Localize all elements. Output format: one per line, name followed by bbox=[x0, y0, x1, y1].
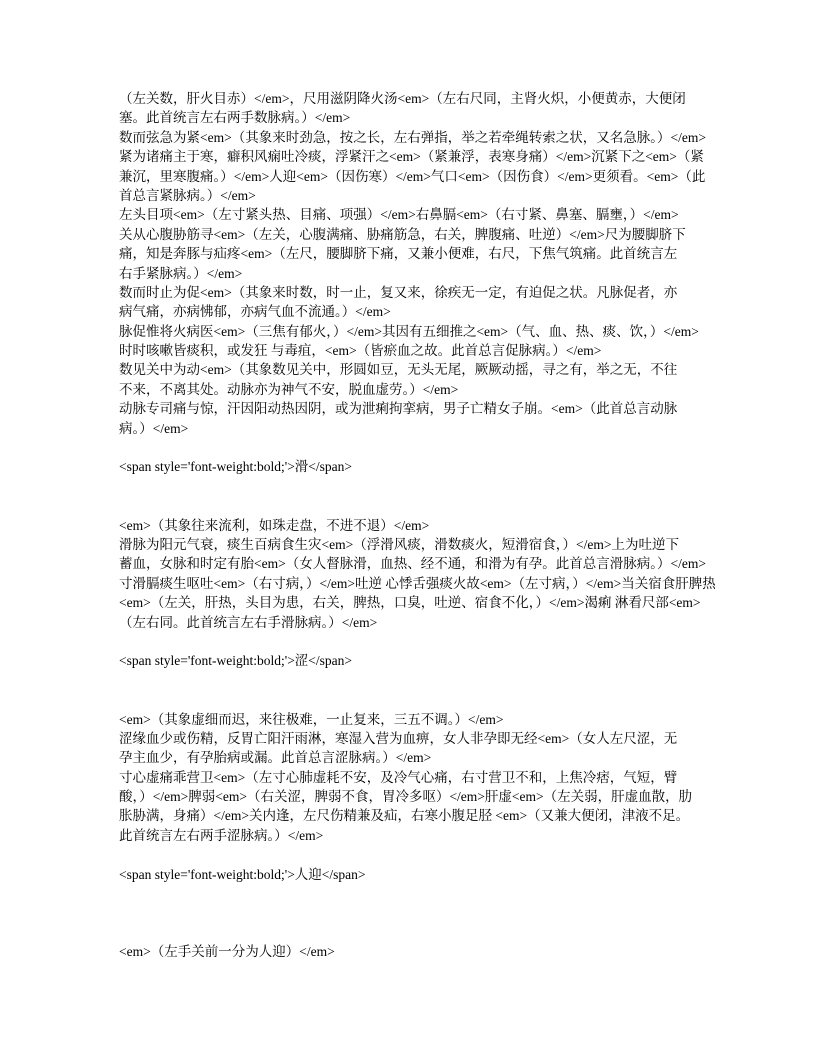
text-line: 紧为诸痛主于寒，癖积风痫吐冷痰，浮紧汗之<em>（紧兼浮，表寒身痛）</em>沉紧下之<em>（紧 bbox=[119, 149, 704, 165]
text-line: <em>（其象虚细而迟，来往极难，一止复来，三五不调。）</em> bbox=[119, 711, 504, 727]
text-line: 时时咳嗽皆痰积，或发狂 与毒疽，<em>（皆瘀血之故。此首总言促脉病。）</em> bbox=[119, 343, 602, 359]
text-line: 数而弦急为紧<em>（其象来时劲急，按之长，左右弹指，举之若牵绳转索之状，又名急脉。）</em> bbox=[119, 129, 706, 145]
text-line: 酸，）</em>脾弱<em>（右关涩，脾弱不食，胃冷多呕）</em>肝虚<em>（左关弱，肝虚血散，肋 bbox=[119, 789, 693, 805]
text-line: 滑脉为阳元气衰，痰生百病食生灾<em>（浮滑风痰，滑数痰火，短滑宿食，）</em>上为吐逆下 bbox=[119, 536, 679, 552]
text-line: <em>（左手关前一分为人迎）</em> bbox=[119, 944, 335, 960]
blank-line bbox=[119, 903, 705, 922]
text-line: 兼沉，里寒腹痛。）</em>人迎<em>（因伤寒）</em>气口<em>（因伤食）</em>更须看。<em>（此 bbox=[119, 168, 706, 184]
blank-line bbox=[119, 438, 705, 457]
text-line: <em>（左关，肝热，头目为患，右关，脾热，口臭，吐逆、宿食不化，）</em>渴痢 淋看尺部<em> bbox=[119, 595, 701, 611]
blank-line bbox=[119, 632, 705, 651]
text-line: <span style='font-weight:bold;'>滑</span> bbox=[119, 459, 353, 475]
text-line: 动脉专司痛与惊，汗因阳动热因阴，或为泄痢拘挛病，男子亡精女子崩。<em>（此首总言动脉 bbox=[119, 401, 678, 417]
text-line: 左头目项<em>（左寸紧头热、目痛、项强）</em>右鼻膈<em>（右寸紧、鼻塞、膈壅，）</em> bbox=[119, 207, 679, 223]
text-line: 痛，知是奔豚与疝疼<em>（左尺，腰脚脐下痛，又兼小便难，右尺，下焦气筑痛。此首统言左 bbox=[119, 246, 678, 262]
text-line: 不来，不离其处。动脉亦为神气不安，脱血虚劳。）</em> bbox=[119, 381, 459, 397]
text-line: 寸心虚痛乖营卫<em>（左寸心肺虚耗不安，及冷气心痛，右寸营卫不和，上焦冷痞，气短，臂 bbox=[119, 769, 678, 785]
text-line: 胀胁满，身痛）</em>关内逢，左尺伤精兼及疝，右寒小腹足胫 <em>（又兼大便闭，津液不足。 bbox=[119, 808, 690, 824]
text-line: <span style='font-weight:bold;'>人迎</span> bbox=[119, 866, 366, 882]
text-line: 脉促惟将火病医<em>（三焦有郁火，）</em>其因有五细推之<em>（气、血、热、痰、饮，）</em> bbox=[119, 323, 699, 339]
text-line: 右手紧脉病。）</em> bbox=[119, 265, 243, 281]
text-line: 此首统言左右两手涩脉病。）</em> bbox=[119, 827, 324, 843]
text-line: 数见关中为动<em>（其象数见关中，形圆如豆，无头无尾，厥厥动摇，寻之有，举之无，不往 bbox=[119, 362, 678, 378]
text-line: 涩缘血少或伤精，反胃亡阳汗雨淋，寒湿入营为血痹，女人非孕即无经<em>（女人左尺涩，无 bbox=[119, 730, 678, 746]
blank-line bbox=[119, 884, 705, 903]
text-line: 数而时止为促<em>（其象来时数，时一止，复又来，徐疾无一定，有迫促之状。凡脉促者，亦 bbox=[119, 284, 678, 300]
text-line: 塞。此首统言左右两手数脉病。）</em> bbox=[119, 110, 351, 126]
blank-line bbox=[119, 845, 705, 864]
text-line: <span style='font-weight:bold;'>涩</span> bbox=[119, 653, 353, 669]
blank-line bbox=[119, 496, 705, 515]
text-line: 首总言紧脉病。）</em> bbox=[119, 187, 256, 203]
text-line: （左关数，肝火目赤）</em>，尺用滋阴降火汤<em>（左右尺同，主肾火炽，小便黄赤，大便闭 bbox=[119, 91, 686, 106]
blank-line bbox=[119, 671, 705, 690]
text-line: （左右同。此首统言左右手滑脉病。）</em> bbox=[119, 614, 378, 630]
text-line: 孕主血少，有孕胎病或漏。此首总言涩脉病。）</em> bbox=[119, 750, 432, 766]
text-line: 病气痛，亦病怫郁，亦病气血不流通。）</em> bbox=[119, 304, 391, 320]
blank-line bbox=[119, 923, 705, 942]
text-line: 蓄血，女脉和时定有胎<em>（女人督脉滑，血热、经不通，和滑为有孕。此首总言滑脉病。）</em> bbox=[119, 556, 706, 572]
blank-line bbox=[119, 690, 705, 709]
document-text-body bbox=[119, 89, 716, 962]
text-line: <em>（其象往来流利，如珠走盘，不进不退）</em> bbox=[119, 517, 430, 533]
text-line: 寸滑膈痰生呕吐<em>（右寸病，）</em>吐逆 心悸舌强痰火故<em>（左寸病，）</em>当关宿食肝脾热 bbox=[119, 575, 716, 591]
blank-line bbox=[119, 477, 705, 496]
text-line: 关从心腹胁筋寻<em>（左关，心腹满痛、胁痛筋急，右关，脾腹痛、吐逆）</em>尺为腰脚脐下 bbox=[119, 226, 686, 242]
text-line: 病。）</em> bbox=[119, 420, 189, 436]
